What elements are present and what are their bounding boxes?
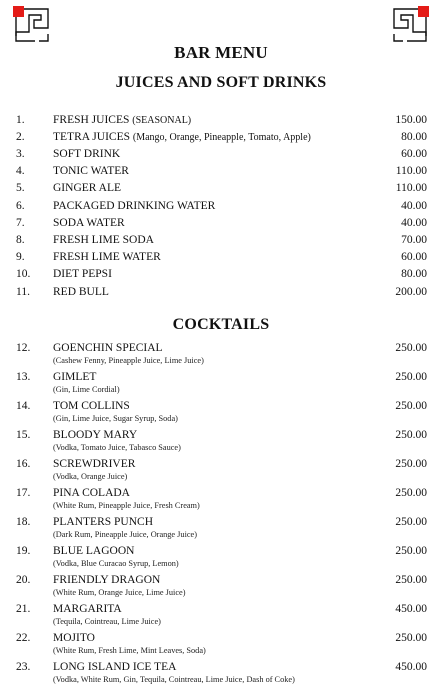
item-price: 250.00 [395, 516, 427, 528]
item-name-line [53, 659, 176, 676]
item-ingredients: (Gin, Lime Juice, Sugar Syrup, Soda) [53, 414, 178, 423]
item-number: 16. [16, 458, 31, 470]
item-name: GINGER ALE [53, 182, 122, 194]
item-name-line [53, 198, 215, 215]
item-ingredients: (White Rum, Fresh Lime, Mint Leaves, Soda) [53, 646, 206, 655]
item-name: FRESH LIME SODA [53, 234, 154, 246]
menu-item [0, 398, 442, 415]
menu-item [0, 215, 442, 232]
item-number: 5. [16, 182, 25, 194]
item-number: 14. [16, 400, 31, 412]
item-number: 18. [16, 516, 31, 528]
item-number: 4. [16, 165, 25, 177]
corner-ornament-right-icon [391, 6, 429, 44]
item-name-line [53, 163, 129, 180]
item-number: 10. [16, 268, 31, 280]
item-ingredients: (Cashew Fenny, Pineapple Juice, Lime Juice) [53, 356, 204, 365]
item-name: DIET PEPSI [53, 268, 112, 280]
item-number: 21. [16, 603, 31, 615]
item-price: 40.00 [401, 200, 427, 212]
item-ingredients: (Vodka, Blue Curacao Syrup, Lemon) [53, 559, 179, 568]
item-name-line [53, 514, 153, 531]
menu-item [0, 232, 442, 249]
item-name: BLOODY MARY [53, 429, 138, 441]
item-name-line [53, 630, 95, 647]
item-name-line [53, 129, 311, 146]
item-price: 110.00 [395, 165, 427, 177]
menu-item [0, 572, 442, 589]
item-ingredients: (Gin, Lime Cordial) [53, 385, 120, 394]
item-number: 17. [16, 487, 31, 499]
item-number: 9. [16, 251, 25, 263]
item-price: 250.00 [395, 545, 427, 557]
item-price: 450.00 [395, 661, 427, 673]
menu-item [0, 163, 442, 180]
corner-ornament-left-icon [13, 6, 51, 44]
item-price: 110.00 [395, 182, 427, 194]
item-name: LONG ISLAND ICE TEA [53, 661, 177, 673]
item-price: 250.00 [395, 487, 427, 499]
item-ingredients: (Tequila, Cointreau, Lime Juice) [53, 617, 161, 626]
menu-item [0, 198, 442, 215]
item-name-line [53, 369, 96, 386]
item-ingredients: (Vodka, White Rum, Gin, Tequila, Cointreau, Lime Juice, Dash of Coke) [53, 675, 295, 684]
item-price: 150.00 [395, 114, 427, 126]
item-name: FRESH JUICES [53, 114, 130, 126]
item-name: RED BULL [53, 286, 109, 298]
item-name-line [53, 543, 134, 560]
section-heading-juices: JUICES AND SOFT DRINKS [115, 74, 327, 91]
item-price: 80.00 [401, 268, 427, 280]
item-price: 250.00 [395, 400, 427, 412]
item-description: (Mango, Orange, Pineapple, Tomato, Apple) [132, 132, 311, 143]
item-number: 19. [16, 545, 31, 557]
item-name-line [53, 427, 137, 444]
item-ingredients: (Vodka, Tomato Juice, Tabasco Sauce) [53, 443, 181, 452]
menu-item [0, 266, 442, 283]
item-name: FRIENDLY DRAGON [53, 574, 161, 586]
item-price: 250.00 [395, 632, 427, 644]
menu-item [0, 630, 442, 647]
item-ingredients: (White Rum, Orange Juice, Lime Juice) [53, 588, 186, 597]
item-name: TETRA JUICES [53, 131, 130, 143]
item-price: 200.00 [395, 286, 427, 298]
item-number: 11. [16, 286, 30, 298]
menu-item [0, 249, 442, 266]
menu-item [0, 112, 442, 129]
item-name: PACKAGED DRINKING WATER [53, 200, 216, 212]
item-name: GIMLET [53, 371, 97, 383]
item-name-line [53, 485, 130, 502]
item-number: 22. [16, 632, 31, 644]
item-price: 250.00 [395, 574, 427, 586]
item-price: 80.00 [401, 131, 427, 143]
item-number: 15. [16, 429, 31, 441]
item-name-line [53, 601, 122, 618]
item-name: MOJITO [53, 632, 95, 644]
item-name: SCREWDRIVER [53, 458, 136, 470]
item-name-line [53, 180, 121, 197]
item-number: 23. [16, 661, 31, 673]
menu-item [0, 180, 442, 197]
item-name: TOM COLLINS [53, 400, 130, 412]
item-name: SOFT DRINK [53, 148, 121, 160]
item-ingredients: (White Rum, Pineapple Juice, Fresh Cream) [53, 501, 200, 510]
item-name-line [53, 284, 109, 301]
menu-item [0, 601, 442, 618]
item-ingredients: (Vodka, Orange Juice) [53, 472, 128, 481]
item-name: GOENCHIN SPECIAL [53, 342, 163, 354]
item-name-line [53, 146, 120, 163]
item-number: 6. [16, 200, 25, 212]
item-price: 60.00 [401, 251, 427, 263]
item-price: 40.00 [401, 217, 427, 229]
item-number: 3. [16, 148, 25, 160]
item-name-line [53, 398, 130, 415]
item-number: 7. [16, 217, 25, 229]
item-price: 250.00 [395, 458, 427, 470]
item-name: PLANTERS PUNCH [53, 516, 154, 528]
item-name-line [53, 249, 161, 266]
item-number: 12. [16, 342, 31, 354]
item-price: 450.00 [395, 603, 427, 615]
section-heading-cocktails: COCKTAILS [172, 316, 270, 333]
item-name-line [53, 215, 125, 232]
item-description: (SEASONAL) [132, 115, 192, 126]
item-name: PINA COLADA [53, 487, 130, 499]
menu-item [0, 456, 442, 473]
item-number: 13. [16, 371, 31, 383]
item-name: BLUE LAGOON [53, 545, 135, 557]
menu-item [0, 146, 442, 163]
menu-item [0, 427, 442, 444]
page-title: BAR MENU [174, 43, 268, 62]
item-price: 70.00 [401, 234, 427, 246]
item-price: 250.00 [395, 429, 427, 441]
item-name: TONIC WATER [53, 165, 129, 177]
item-name-line [53, 112, 191, 129]
item-price: 250.00 [395, 371, 427, 383]
menu-item [0, 129, 442, 146]
item-name: FRESH LIME WATER [53, 251, 161, 263]
menu-item [0, 340, 442, 357]
item-name: SODA WATER [53, 217, 125, 229]
menu-item [0, 369, 442, 386]
item-number: 1. [16, 114, 25, 126]
menu-item [0, 485, 442, 502]
item-name-line [53, 572, 160, 589]
item-number: 2. [16, 131, 25, 143]
item-name: MARGARITA [53, 603, 122, 615]
item-ingredients: (Dark Rum, Pineapple Juice, Orange Juice) [53, 530, 197, 539]
menu-item [0, 514, 442, 531]
item-price: 250.00 [395, 342, 427, 354]
menu-item [0, 284, 442, 301]
item-name-line [53, 456, 135, 473]
item-number: 20. [16, 574, 31, 586]
item-name-line [53, 232, 154, 249]
item-number: 8. [16, 234, 25, 246]
menu-item [0, 543, 442, 560]
item-name-line [53, 266, 112, 283]
menu-item [0, 659, 442, 676]
item-price: 60.00 [401, 148, 427, 160]
item-name-line [53, 340, 163, 357]
